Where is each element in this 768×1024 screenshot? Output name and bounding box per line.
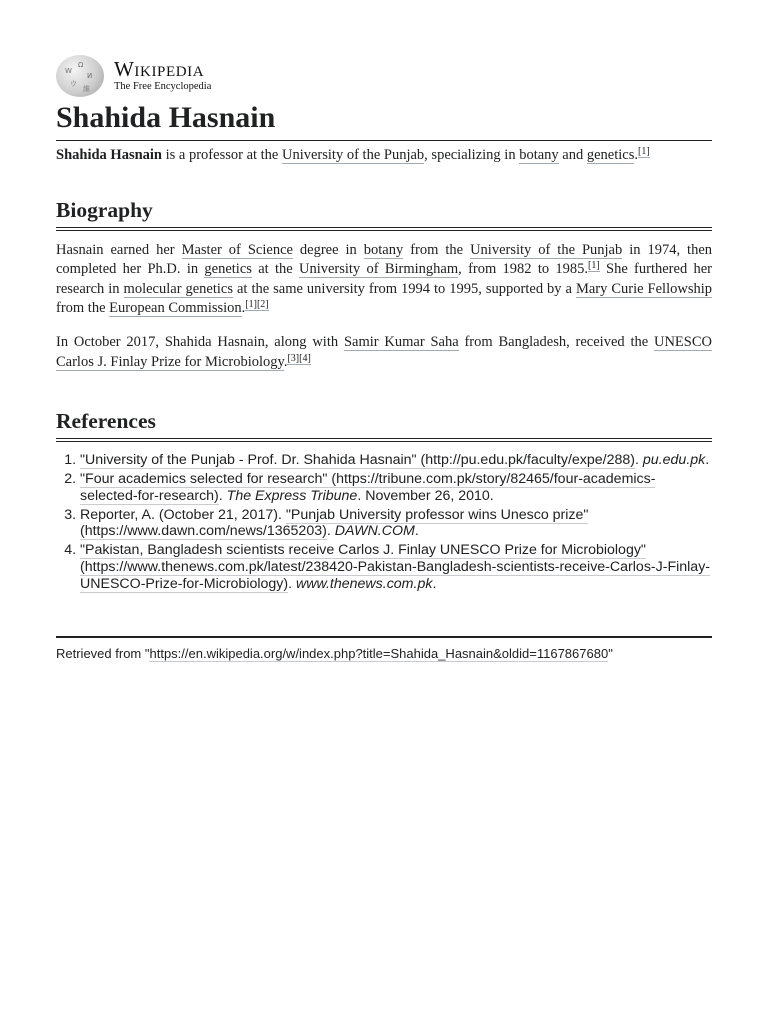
body-text: , from 1982 to 1985. bbox=[458, 261, 589, 278]
citation-4[interactable]: [4] bbox=[299, 352, 311, 364]
reference-text: . bbox=[288, 575, 297, 592]
lead-text: is a professor at the bbox=[162, 147, 282, 163]
body-text: In October 2017, Shahida Hasnain, along with bbox=[56, 333, 344, 350]
link-university-of-birmingham[interactable]: University of Birmingham bbox=[298, 261, 459, 278]
retrieved-from-footer bbox=[56, 636, 712, 661]
link-botany[interactable]: botany bbox=[363, 241, 404, 258]
body-text: at the bbox=[251, 261, 299, 278]
citation-2[interactable]: [2] bbox=[256, 299, 269, 311]
biography-paragraph-1 bbox=[56, 241, 712, 319]
wikipedia-globe-icon: W Ω И ウ 維 bbox=[56, 55, 104, 97]
link-molecular-genetics[interactable]: molecular genetics bbox=[123, 280, 234, 297]
link-european-commission[interactable]: European Commission bbox=[109, 300, 242, 317]
body-text: in 1974, then completed her Ph.D. in bbox=[56, 241, 713, 278]
wordmark bbox=[114, 59, 211, 93]
body-text: She furthered her research in bbox=[56, 261, 712, 297]
link-genetics[interactable]: genetics bbox=[204, 261, 252, 278]
reference-link[interactable]: "University of the Punjab - Prof. Dr. Shahida Hasnain" (http://pu.edu.pk/faculty/expe/288) bbox=[80, 452, 636, 469]
body-text: degree in bbox=[292, 241, 364, 258]
page-title: Shahida Hasnain bbox=[56, 100, 712, 141]
wikipedia-logo[interactable] bbox=[56, 54, 712, 98]
body-text: . bbox=[241, 300, 246, 317]
reference-item bbox=[80, 542, 712, 592]
logo-name: Wikipedia bbox=[114, 57, 205, 82]
reference-item bbox=[80, 507, 712, 541]
link-university-of-the-punjab[interactable]: University of the Punjab bbox=[470, 241, 623, 258]
link-botany[interactable]: botany bbox=[519, 147, 559, 163]
reference-text: . November 26, 2010. bbox=[357, 487, 494, 504]
citation-3[interactable]: [3] bbox=[287, 352, 300, 364]
body-text: Hasnain earned her bbox=[56, 241, 182, 258]
body-text: at the same university from 1994 to 1995, supported by a bbox=[233, 280, 576, 297]
reference-work: www.thenews.com.pk bbox=[296, 575, 433, 592]
reference-text: . bbox=[218, 487, 227, 504]
link-genetics[interactable]: genetics bbox=[586, 147, 635, 163]
biography-paragraph-2 bbox=[56, 333, 712, 372]
reference-text: . bbox=[635, 452, 643, 469]
citation-1[interactable]: [1] bbox=[588, 260, 600, 272]
reference-work: The Express Tribune bbox=[226, 487, 358, 504]
body-text: from Bangladesh, received the bbox=[458, 333, 654, 350]
biography-heading: Biography bbox=[56, 196, 712, 231]
reference-item bbox=[80, 452, 712, 469]
link-university-of-the-punjab[interactable]: University of the Punjab bbox=[282, 147, 425, 163]
reference-text: . bbox=[326, 523, 335, 540]
link-carlos-finlay-prize[interactable]: Carlos J. Finlay Prize for Microbiology bbox=[56, 353, 284, 370]
logo-tagline: The Free Encyclopedia bbox=[114, 81, 212, 93]
lead-paragraph bbox=[56, 146, 712, 166]
link-samir-kumar-saha[interactable]: Samir Kumar Saha bbox=[343, 333, 459, 350]
lead-text: , specializing in bbox=[424, 147, 520, 163]
body-text: from the bbox=[403, 241, 471, 258]
reference-text: . bbox=[432, 575, 437, 592]
citation-1[interactable]: [1] bbox=[245, 299, 257, 311]
reference-text: . bbox=[414, 523, 419, 540]
lead-text: . bbox=[634, 147, 638, 163]
citation-1[interactable]: [1] bbox=[638, 146, 650, 157]
references-heading: References bbox=[56, 407, 712, 442]
reference-link[interactable]: "Punjab University professor wins Unesco prize" (https://www.dawn.com/news/1365203) bbox=[80, 506, 589, 540]
body-text: . bbox=[283, 353, 288, 370]
reference-text: Reporter, A. (October 21, 2017). bbox=[80, 506, 286, 523]
reference-text: . bbox=[705, 452, 710, 469]
link-mary-curie-fellowship[interactable]: Mary Curie Fellowship bbox=[575, 280, 713, 297]
reference-link[interactable]: "Four academics selected for research" (https://tribune.com.pk/story/82465/four-academics-selected-for-research) bbox=[80, 470, 656, 504]
reference-item bbox=[80, 471, 712, 505]
permanent-link[interactable]: https://en.wikipedia.org/w/index.php?title=Shahida_Hasnain&oldid=1167867680 bbox=[149, 645, 609, 661]
lead-text: and bbox=[558, 147, 587, 163]
footer-text: Retrieved from " bbox=[56, 645, 150, 661]
footer-text: " bbox=[608, 645, 613, 661]
subject-name: Shahida Hasnain bbox=[56, 147, 162, 163]
link-unesco[interactable]: UNESCO bbox=[653, 333, 712, 350]
article-page bbox=[56, 0, 712, 661]
reference-work: pu.edu.pk bbox=[642, 452, 706, 469]
reference-work: DAWN.COM bbox=[334, 523, 415, 540]
references-list bbox=[56, 452, 712, 592]
link-master-of-science[interactable]: Master of Science bbox=[181, 241, 293, 258]
body-text: from the bbox=[56, 300, 110, 317]
reference-link[interactable]: "Pakistan, Bangladesh scientists receive Carlos J. Finlay UNESCO Prize for Microbiology" (https://www.thenews.com.pk/latest/238420-Pakistan-Bangladesh-scientists-receive-Carlos-J-Finlay-UNESCO-Prize-for-Microbiology) bbox=[80, 542, 711, 592]
